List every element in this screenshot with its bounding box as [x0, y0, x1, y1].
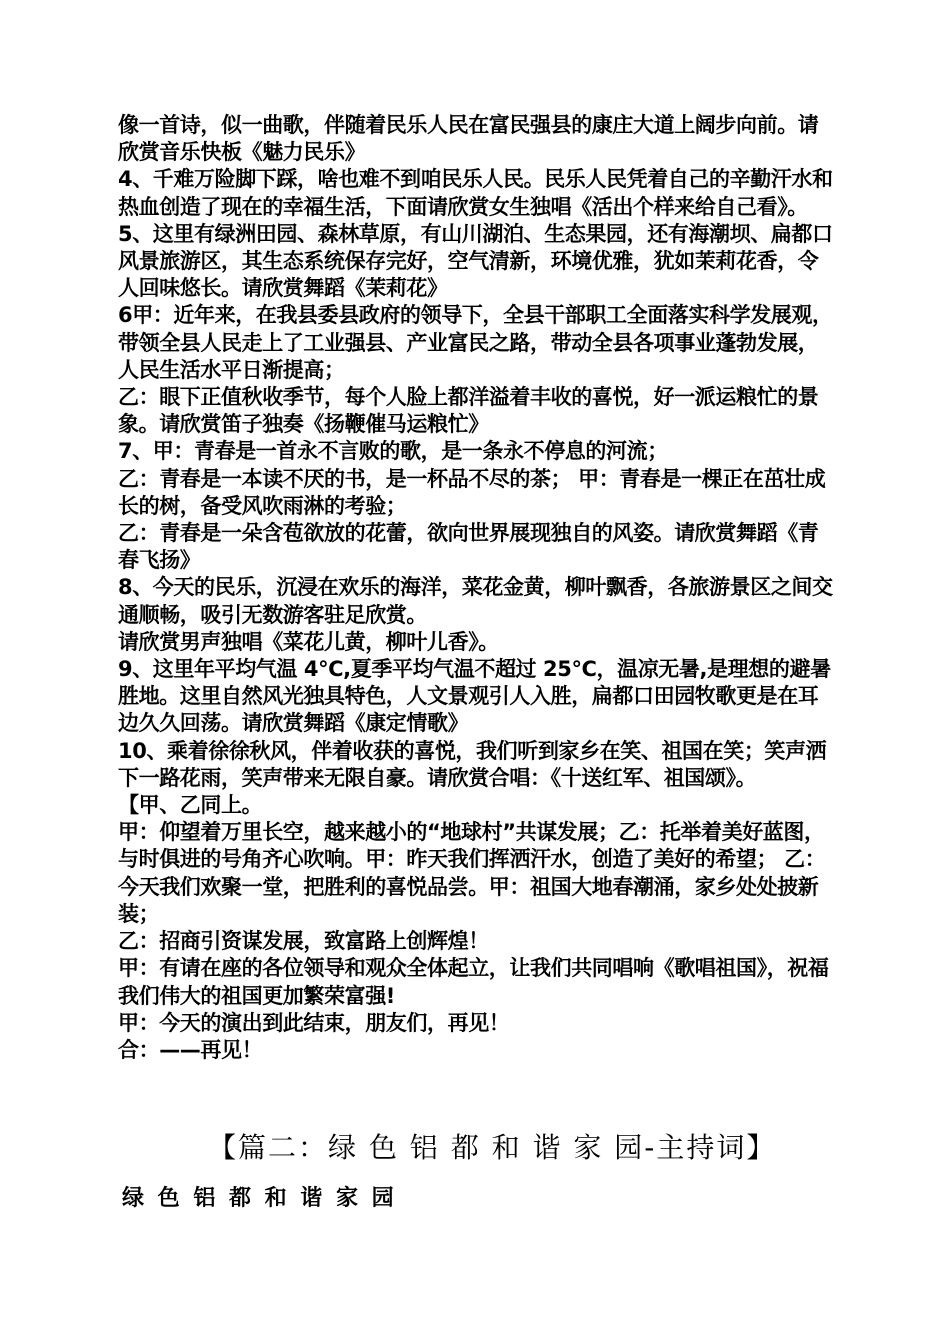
- paragraph-10-chorus: 10、乘着徐徐秋风，伴着收获的喜悦，我们听到家乡在笑、祖国在笑；笑声洒下一路花雨，笑声带来无限自豪。请欣赏合唱：《十送红军、祖国颂》。: [118, 738, 827, 790]
- paragraph-9-climate: 9、这里年平均气温 4℃,夏季平均气温不超过 25℃，温凉无暑,是理想的避暑胜地。这里自然风光独具特色，人文景观引人入胜，扁都口田园牧歌更是在耳边久久回荡。请欣赏舞蹈《康定情歌》: [118, 657, 831, 736]
- paragraph-7-jia: 7、甲：青春是一首永不言败的歌，是一条永不停息的河流；: [118, 439, 668, 464]
- paragraph-closing-dialogue: 甲：仰望着万里长空，越来越小的“地球村”共谋发展；乙：托举着美好蓝图，与时俱进的号角齐心吹响。甲：昨天我们挥洒汗水，创造了美好的希望； 乙：今天我们欢聚一堂，把胜利的喜悦品尝。甲：祖国大地春潮涌，家乡处处披新装；: [118, 820, 826, 926]
- document-body: [118, 112, 838, 1064]
- paragraph-jia-stand-up: 甲：有请在座的各位领导和观众全体起立，让我们共同唱响《歌唱祖国》，祝福我们伟大的祖国更加繁荣富强!: [118, 956, 829, 1008]
- paragraph-yi-investment: 乙：招商引资谋发展，致富路上创辉煌！: [118, 929, 489, 954]
- paragraph-jia-goodbye: 甲：今天的演出到此结束，朋友们，再见！: [118, 1010, 510, 1035]
- paragraph-together-goodbye: 合：——再见！: [118, 1037, 263, 1062]
- paragraph-7-yi-jia: 乙：青春是一本读不厌的书，是一杯品不尽的茶； 甲：青春是一棵正在茁壮成长的树，备受风吹雨淋的考验；: [118, 466, 826, 518]
- paragraph-6-jia: 6甲：近年来，在我县委县政府的领导下，全县干部职工全面落实科学发展观，带领全县人民走上了工业强县、产业富民之路，带动全县各项事业蓬勃发展，人民生活水平日渐提高；: [118, 303, 833, 382]
- paragraph-intro-music-kuaiban: 像一首诗，似一曲歌，伴随着民乐人民在富民强县的康庄大道上阔步向前。请欣赏音乐快板《魅力民乐》: [118, 113, 819, 165]
- paragraph-8-male-solo: 请欣赏男声独唱《菜花儿黄，柳叶儿香》。: [118, 629, 499, 654]
- paragraph-8-minle: 8、今天的民乐，沉浸在欢乐的海洋，菜花金黄，柳叶飘香，各旅游景区之间交通顺畅，吸引无数游客驻足欣赏。: [118, 575, 833, 627]
- sub-heading: 绿 色 铝 都 和 谐 家 园: [122, 1186, 397, 1211]
- paragraph-7-yi-dance: 乙：青春是一朵含苞欲放的花蕾，欲向世界展现独自的风姿。请欣赏舞蹈《青春飞扬》: [118, 521, 819, 573]
- paragraph-5-jasmine-dance: 5、这里有绿洲田园、森林草原，有山川湖泊、生态果园，还有海潮坝、扁都口风景旅游区，其生态系统保存完好，空气清新，环境优雅，犹如茉莉花香，令人回味悠长。请欣赏舞蹈《茉莉花》: [118, 221, 833, 301]
- section-title: 【篇二：绿 色 铝 都 和 谐 家 园-主持词】: [208, 1131, 777, 1164]
- paragraph-stage-direction: 【甲、乙同上。: [118, 793, 263, 818]
- paragraph-6-yi: 乙：眼下正值秋收季节，每个人脸上都洋溢着丰收的喜悦，好一派运粮忙的景象。请欣赏笛子独奏《扬鞭催马运粮忙》: [118, 385, 819, 437]
- paragraph-4-female-solo: 4、千难万险脚下踩，啥也难不到咱民乐人民。民乐人民凭着自己的辛勤汗水和热血创造了现在的幸福生活，下面请欣赏女生独唱《活出个样来给自己看》。: [118, 167, 833, 219]
